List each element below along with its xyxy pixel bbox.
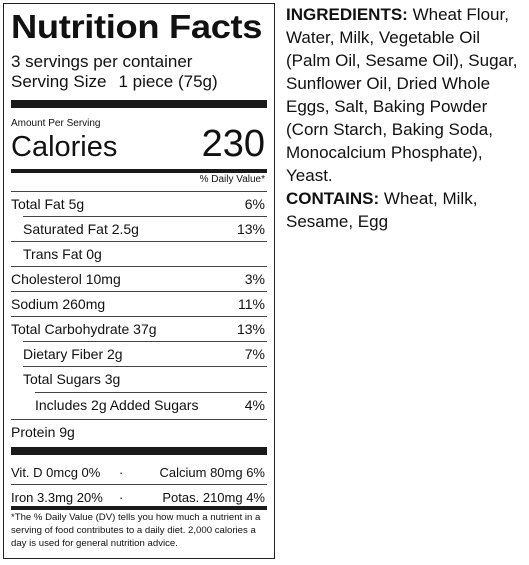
nutrient-daily-value: 6%: [244, 196, 265, 212]
nutrient-row: [11, 242, 267, 266]
vitamin-separator: ·: [119, 489, 124, 505]
panel-title: Nutrition Facts: [11, 8, 263, 45]
nutrient-row: [11, 393, 267, 417]
vitamin-left: Vit. D 0mcg 0%: [11, 464, 101, 480]
nutrient-name: Saturated Fat 2.5g: [23, 221, 139, 237]
thick-divider: [11, 100, 267, 108]
nutrient-row: [11, 420, 267, 444]
serving-size-label: Serving Size: [11, 72, 107, 91]
nutrient-row: [11, 267, 267, 291]
ingredients-label: INGREDIENTS:: [286, 5, 408, 24]
vitamin-right: Calcium 80mg 6%: [159, 464, 265, 480]
nutrient-row: [11, 317, 267, 341]
contains-text: Wheat, Milk, Sesame, Egg: [286, 189, 478, 231]
nutrient-row: [11, 367, 267, 391]
vitamin-left: Iron 3.3mg 20%: [11, 489, 103, 505]
contains-label: CONTAINS:: [286, 189, 380, 208]
nutrient-name: Sodium 260mg: [11, 296, 106, 312]
nutrient-name: Total Carbohydrate 37g: [11, 321, 157, 337]
nutrient-name: Total Fat 5g: [11, 196, 85, 212]
serving-size: [11, 72, 218, 92]
nutrient-row: [11, 192, 267, 216]
ingredients-statement: [286, 3, 526, 233]
nutrient-daily-value: 4%: [244, 397, 265, 413]
servings-per-container: 3 servings per container: [11, 52, 193, 71]
nutrient-name: Trans Fat 0g: [23, 246, 102, 262]
nutrient-daily-value: 13%: [236, 221, 265, 237]
footnote: *The % Daily Value (DV) tells you how much a nutrient in a serving of food contributes to a daily diet. 2,000 calories a day is used for general nutrition advice.: [11, 512, 261, 549]
nutrition-facts-panel: [3, 3, 275, 559]
amount-per-serving: Amount Per Serving: [11, 118, 101, 129]
thick-divider: [11, 447, 267, 455]
nutrient-daily-value: 11%: [238, 296, 265, 312]
vitamin-separator: ·: [119, 464, 124, 480]
nutrient-name: Total Sugars 3g: [23, 371, 121, 387]
nutrient-row: [11, 342, 267, 366]
nutrient-name: Cholesterol 10mg: [11, 271, 121, 287]
nutrient-name: Includes 2g Added Sugars: [35, 397, 199, 413]
daily-value-header: % Daily Value*: [199, 174, 265, 185]
serving-size-value: 1 piece (75g): [118, 72, 218, 91]
nutrient-daily-value: 3%: [244, 271, 265, 287]
nutrient-daily-value: 13%: [236, 321, 265, 337]
nutrient-name: Protein 9g: [11, 424, 75, 440]
nutrient-daily-value: 7%: [244, 346, 265, 362]
vitamin-row: [11, 460, 267, 484]
medium-divider: [11, 169, 267, 173]
nutrient-row: [11, 292, 267, 316]
nutrient-row: [11, 217, 267, 241]
calories-value: 230: [201, 123, 265, 165]
medium-divider: [11, 506, 267, 510]
nutrient-name: Dietary Fiber 2g: [23, 346, 123, 362]
calories-label: Calories: [11, 131, 118, 163]
ingredients-text: Wheat Flour, Water, Milk, Vegetable Oil (Palm Oil, Sesame Oil), Sugar, Sunflower Oil, Dried Whole Eggs, Salt, Baking Powder (Corn Starch, Baking Soda, Monocalcium Phosphate), Yeast.: [286, 5, 518, 185]
vitamin-right: Potas. 210mg 4%: [162, 489, 265, 505]
